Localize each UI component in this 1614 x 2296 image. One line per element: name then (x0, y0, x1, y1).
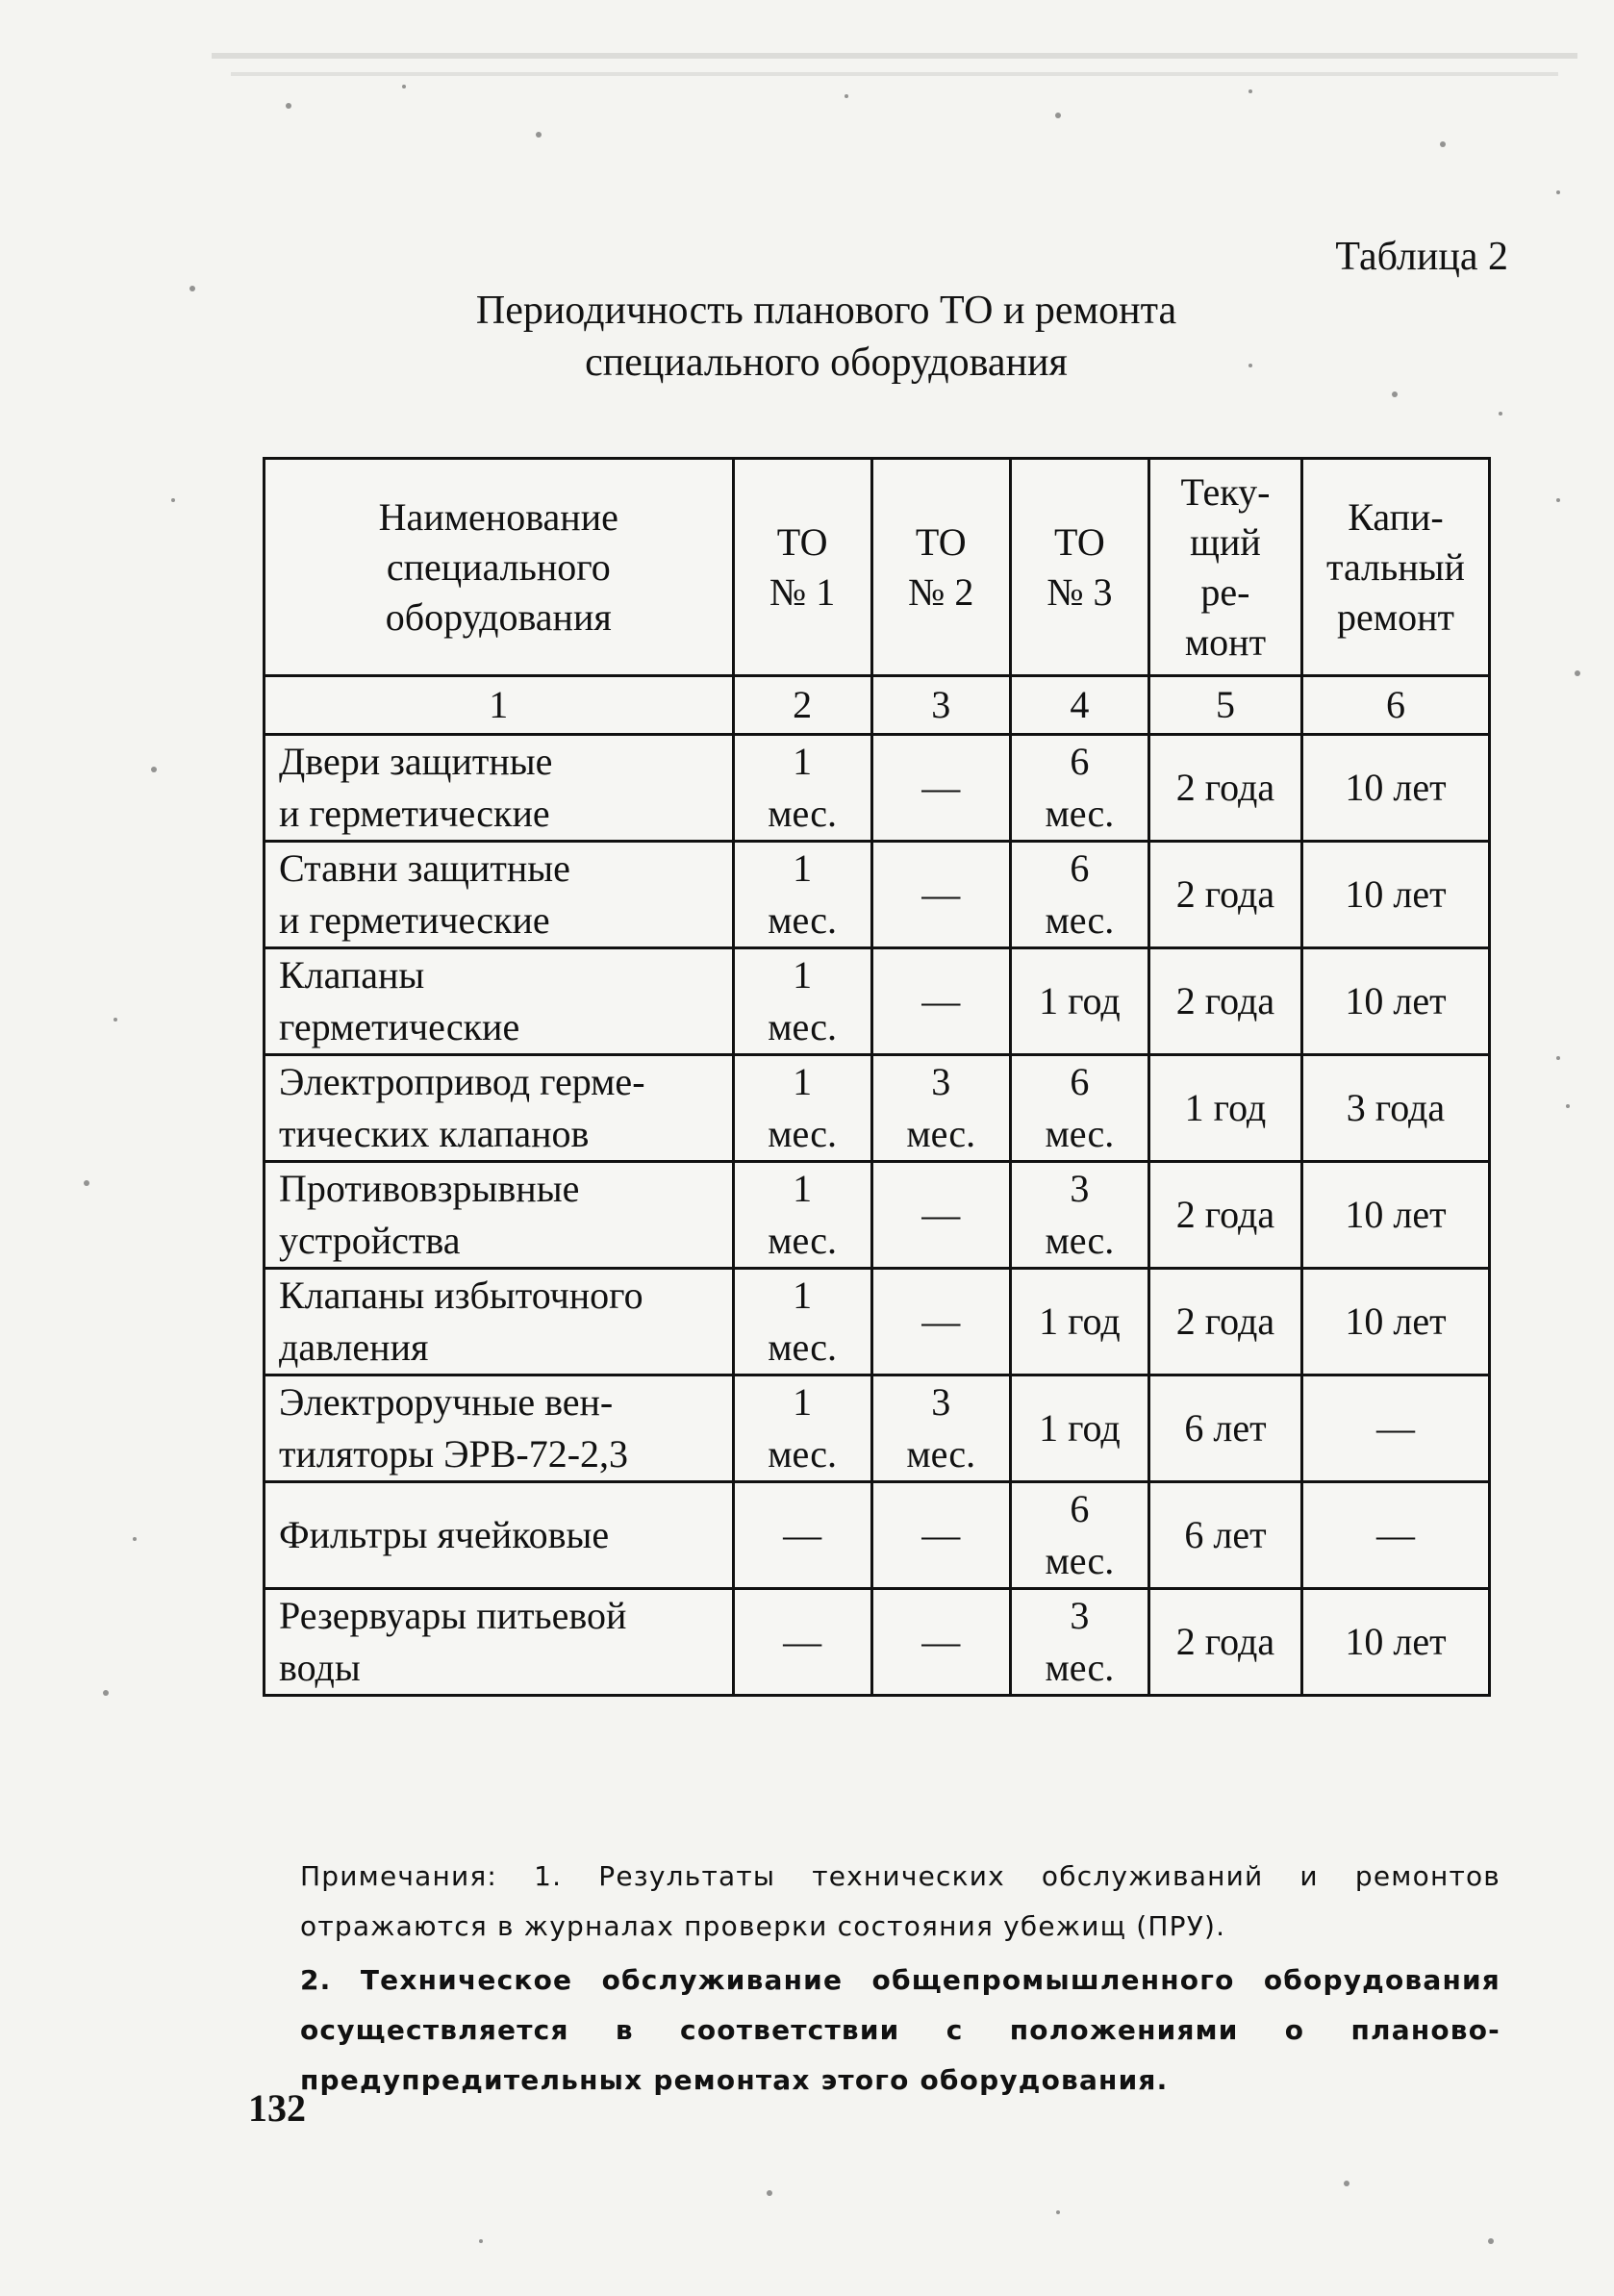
to3-cell (1010, 1375, 1148, 1482)
header-to2: ТО № 2 (871, 459, 1010, 676)
table-body (265, 735, 1490, 1696)
to1-cell (733, 842, 871, 948)
cell-line: 10 лет (1345, 766, 1447, 809)
to1-cell (733, 1375, 871, 1482)
header-row (265, 459, 1490, 676)
cell-line: мес. (1045, 792, 1115, 835)
to1-cell (733, 735, 871, 842)
header-to1: ТО № 1 (733, 459, 871, 676)
cell-line: 2 года (1175, 979, 1275, 1022)
current-repair-cell (1148, 1482, 1301, 1589)
cell-line: мес. (768, 1432, 838, 1476)
equipment-name-cell (265, 1055, 734, 1162)
cell-line: 1 год (1039, 1406, 1121, 1450)
cell-line: и герметические (279, 898, 550, 942)
column-number: 1 (265, 676, 734, 735)
capital-repair-cell (1301, 735, 1489, 842)
cell-line: 6 (1070, 1060, 1090, 1103)
cell-line: тиляторы ЭРВ-72-2,3 (279, 1432, 629, 1476)
to1-cell (733, 1482, 871, 1589)
to2-cell (871, 1482, 1010, 1589)
capital-repair-cell (1301, 1589, 1489, 1696)
maintenance-table (263, 457, 1491, 1697)
cell-line: мес. (1045, 1539, 1115, 1582)
cell-line: устройства (279, 1219, 461, 1262)
cell-line: Электроручные вен- (279, 1380, 614, 1424)
header-equipment-name: Наименование специального оборудования (265, 459, 734, 676)
to3-cell (1010, 842, 1148, 948)
to3-cell (1010, 735, 1148, 842)
cell-line: мес. (768, 1219, 838, 1262)
cell-line: 1 (793, 1274, 813, 1317)
capital-repair-cell (1301, 948, 1489, 1055)
cell-line: мес. (768, 1112, 838, 1155)
to3-cell (1010, 1162, 1148, 1269)
column-number: 5 (1148, 676, 1301, 735)
cell-line: 6 (1070, 1487, 1090, 1530)
cell-line: 2 года (1175, 1620, 1275, 1663)
cell-line: 1 (793, 1167, 813, 1210)
table-row (265, 1269, 1490, 1375)
to1-cell (733, 1269, 871, 1375)
to2-cell (871, 735, 1010, 842)
cell-line: 6 (1070, 846, 1090, 890)
column-number: 2 (733, 676, 871, 735)
to1-cell (733, 1162, 871, 1269)
cell-line: 1 год (1039, 979, 1121, 1022)
table-row (265, 1162, 1490, 1269)
to1-cell (733, 1589, 871, 1696)
to2-cell (871, 948, 1010, 1055)
cell-line: Двери защитные (279, 740, 553, 783)
current-repair-cell (1148, 1589, 1301, 1696)
capital-repair-cell (1301, 1055, 1489, 1162)
to3-cell (1010, 1269, 1148, 1375)
cell-line: — (1375, 1513, 1415, 1556)
column-number: 3 (871, 676, 1010, 735)
cell-line: 1 год (1184, 1086, 1267, 1129)
to2-cell (871, 1162, 1010, 1269)
cell-line: 1 (793, 1060, 813, 1103)
table-row (265, 1055, 1490, 1162)
equipment-name-cell (265, 1482, 734, 1589)
capital-repair-cell (1301, 1375, 1489, 1482)
cell-line: 6 лет (1184, 1513, 1267, 1556)
to1-cell (733, 1055, 871, 1162)
cell-line: тических клапанов (279, 1112, 590, 1155)
header-to3: ТО № 3 (1010, 459, 1148, 676)
cell-line: мес. (1045, 1219, 1115, 1262)
current-repair-cell (1148, 842, 1301, 948)
cell-line: 2 года (1175, 1193, 1275, 1236)
current-repair-cell (1148, 1269, 1301, 1375)
cell-line: 6 (1070, 740, 1090, 783)
header-capital-repair: Капи- тальный ремонт (1301, 459, 1489, 676)
cell-line: 10 лет (1345, 979, 1447, 1022)
cell-line: 3 года (1346, 1086, 1446, 1129)
table-row (265, 1375, 1490, 1482)
cell-line: Ставни защитные (279, 846, 570, 890)
to2-cell (871, 842, 1010, 948)
cell-line: 3 (931, 1060, 951, 1103)
cell-line: — (921, 1620, 961, 1663)
cell-line: мес. (906, 1112, 976, 1155)
note-1: Примечания: 1. Результаты технических обслуживаний и ремонтов отражаются в журналах проверки состояния убежищ (ПРУ). (300, 1860, 1501, 1942)
cell-line: мес. (768, 792, 838, 835)
table-row (265, 1589, 1490, 1696)
cell-line: 1 (793, 953, 813, 997)
table-row (265, 1482, 1490, 1589)
equipment-name-cell (265, 1162, 734, 1269)
cell-line: — (1375, 1406, 1415, 1450)
to2-cell (871, 1589, 1010, 1696)
capital-repair-cell (1301, 1482, 1489, 1589)
to3-cell (1010, 948, 1148, 1055)
cell-line: — (783, 1620, 822, 1663)
cell-line: — (921, 979, 961, 1022)
equipment-name-cell (265, 1589, 734, 1696)
current-repair-cell (1148, 1162, 1301, 1269)
cell-line: 1 (793, 740, 813, 783)
cell-line: — (921, 1299, 961, 1343)
cell-line: 10 лет (1345, 1620, 1447, 1663)
cell-line: — (921, 1193, 961, 1236)
current-repair-cell (1148, 948, 1301, 1055)
cell-line: мес. (768, 1005, 838, 1048)
current-repair-cell (1148, 1375, 1301, 1482)
cell-line: мес. (768, 1325, 838, 1369)
cell-line: 3 (1070, 1594, 1090, 1637)
cell-line: мес. (1045, 1112, 1115, 1155)
to3-cell (1010, 1482, 1148, 1589)
cell-line: мес. (768, 898, 838, 942)
notes (250, 1852, 1501, 2106)
table-number: Таблица 2 (1335, 235, 1508, 279)
to2-cell (871, 1055, 1010, 1162)
cell-line: 2 года (1175, 1299, 1275, 1343)
column-number: 6 (1301, 676, 1489, 735)
cell-line: 10 лет (1345, 1299, 1447, 1343)
cell-line: мес. (1045, 1646, 1115, 1689)
table-row (265, 735, 1490, 842)
cell-line: 1 (793, 846, 813, 890)
current-repair-cell (1148, 1055, 1301, 1162)
capital-repair-cell (1301, 842, 1489, 948)
column-number-row (265, 676, 1490, 735)
equipment-name-cell (265, 1375, 734, 1482)
cell-line: — (783, 1513, 822, 1556)
to3-cell (1010, 1055, 1148, 1162)
to2-cell (871, 1269, 1010, 1375)
cell-line: 1 (793, 1380, 813, 1424)
equipment-name-cell (265, 735, 734, 842)
cell-line: Фильтры ячейковые (279, 1513, 610, 1556)
cell-line: 2 года (1175, 766, 1275, 809)
capital-repair-cell (1301, 1162, 1489, 1269)
cell-line: 2 года (1175, 872, 1275, 916)
cell-line: 1 год (1039, 1299, 1121, 1343)
cell-line: 10 лет (1345, 872, 1447, 916)
capital-repair-cell (1301, 1269, 1489, 1375)
table-title-line-2: специального оборудования (585, 341, 1068, 385)
cell-line: Клапаны избыточного (279, 1274, 643, 1317)
cell-line: и герметические (279, 792, 550, 835)
header-current-repair: Теку- щий ре- монт (1148, 459, 1301, 676)
cell-line: 10 лет (1345, 1193, 1447, 1236)
to3-cell (1010, 1589, 1148, 1696)
equipment-name-cell (265, 1269, 734, 1375)
equipment-name-cell (265, 842, 734, 948)
table-row (265, 842, 1490, 948)
table-row (265, 948, 1490, 1055)
table-title-line-1: Периодичность планового ТО и ремонта (475, 289, 1177, 333)
cell-line: Клапаны (279, 953, 425, 997)
table-title (0, 285, 1614, 389)
cell-line: мес. (906, 1432, 976, 1476)
cell-line: давления (279, 1325, 429, 1369)
cell-line: Противовзрывные (279, 1167, 580, 1210)
column-number: 4 (1010, 676, 1148, 735)
page-number: 132 (248, 2086, 306, 2130)
current-repair-cell (1148, 735, 1301, 842)
cell-line: герметические (279, 1005, 520, 1048)
cell-line: — (921, 766, 961, 809)
to1-cell (733, 948, 871, 1055)
cell-line: мес. (1045, 898, 1115, 942)
cell-line: Резервуары питьевой (279, 1594, 627, 1637)
cell-line: 3 (1070, 1167, 1090, 1210)
note-2: 2. Техническое обслуживание общепромышленного оборудования осуществляется в соответствии с положениями о планово-предупредительных ремонтах этого оборудования. (300, 1964, 1501, 2096)
cell-line: Электропривод герме- (279, 1060, 645, 1103)
to2-cell (871, 1375, 1010, 1482)
cell-line: — (921, 1513, 961, 1556)
cell-line: 6 лет (1184, 1406, 1267, 1450)
cell-line: воды (279, 1646, 361, 1689)
cell-line: — (921, 872, 961, 916)
cell-line: 3 (931, 1380, 951, 1424)
equipment-name-cell (265, 948, 734, 1055)
